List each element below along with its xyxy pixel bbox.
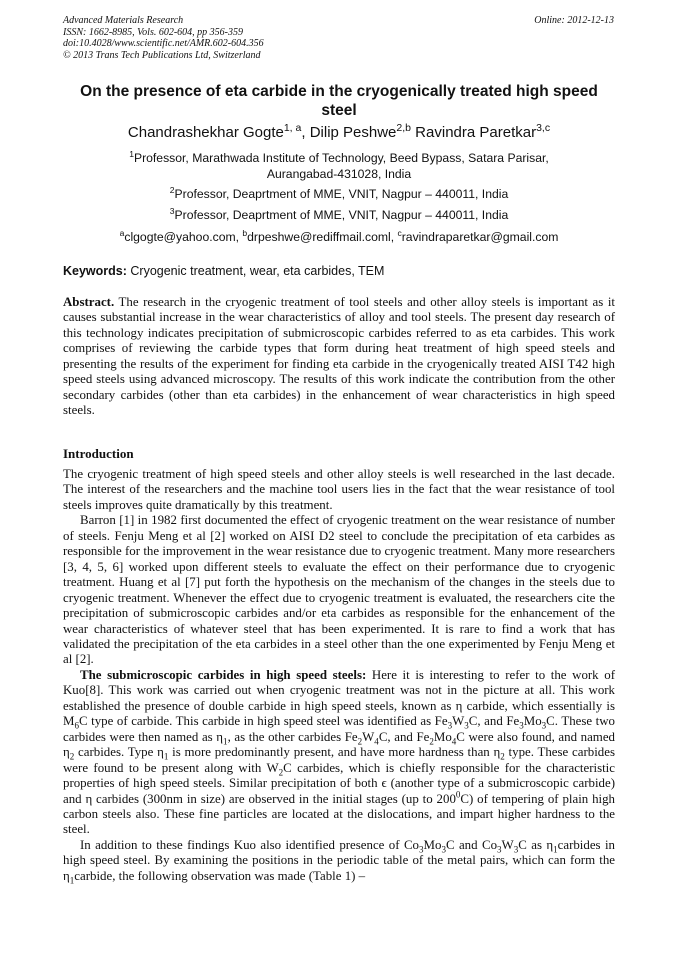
p3-text: Mo [523,714,542,729]
author-1-sup: 1, a [283,122,302,134]
email-1: clgogte@yahoo.com, [124,230,243,244]
issn-line: ISSN: 1662-8985, Vols. 602-604, pp 356-359 [63,26,243,38]
sub-1: 1 [69,875,75,886]
sub-2: 2 [500,751,505,762]
sub-4: 4 [374,736,379,747]
intro-paragraph-2: Barron [1] in 1982 first documented the effect of cryogenic treatment on the wear resistance of number of steels. Fenju Meng et al [2] worked on AISI D2 steel to conclude the precipitation of eta carbides as responsible for the improvement in the wear resistance due to cryogenic treatment. Many more researchers [3, 4, 5, 6] worked upon different steels to evaluate the effect on their performance due to cryogenic treatment. Huang et al [7] put forth the hypothesis on the mechanism of the changes in the steels due to cryogenic treatment. Whenever the effect due to cryogenic treatment is evaluated, the researchers cite the precipitation of submicroscopic carbides and/or eta carbides as responsible for the enhancement of the wear characteristics of whatever steel that has been experimented. It is rare to find a work that has validated the precipitation of the eta carbides in a steel other than the one experimented by Fenju Meng et al [2]. [63,513,615,667]
p3-text: C were also found, and named η [63,729,615,760]
sub-1: 1 [163,751,169,762]
p3-text: C. These two carbides were then named as η [63,714,615,744]
email-c-sup: c [397,227,402,238]
p4-text: C and Co [445,837,498,852]
keywords-label: Keywords: [63,264,127,278]
intro-paragraph-1: The cryogenic treatment of high speed steels and other alloy steels is well researched in the last decade. The interest of the researchers and the machine tool users lies in the fact that the wear resistance of tool steels improves quite dramatically by this treatment. [63,467,615,512]
sub-3: 3 [419,844,424,855]
sub-3: 3 [519,720,524,731]
sub-3: 3 [541,720,547,731]
sub-3: 3 [513,844,519,855]
section-heading-introduction: Introduction [63,446,134,461]
p4-text: C as η [518,837,554,852]
author-1: Chandrashekhar Gogte [127,124,284,141]
affiliation-2 [63,186,615,202]
p3-bold-lead: The submicroscopic carbides in high speed steels: [80,667,367,682]
p3-text: type. These carbides were found to be present along with W [63,745,615,775]
sub-3: 3 [464,720,469,731]
author-3: Ravindra Paretkar [411,124,537,141]
sub-1: 1 [553,844,558,855]
copyright-line: © 2013 Trans Tech Publications Ltd, Switzerland [63,49,261,61]
p3-text: C, and Fe [378,729,430,744]
title-line-1: On the presence of eta carbide in the cryogenically treated high speed [80,83,598,100]
p4-text: carbides in high speed steel. By examining the positions in the periodic table of the metal pairs, which can form the η [63,837,615,883]
author-3-sup: 3,c [536,122,551,134]
p3-text: C) of tempering of plain high carbon steels also. These fine particles are located at the dislocations, and impart higher hardness to the steel. [63,791,615,837]
sub-1: 1 [223,736,228,747]
p4-text: W [501,837,514,852]
author-2: , Dilip Peshwe [301,124,397,141]
online-date: Online: 2012-12-13 [534,15,614,26]
affiliation-3 [63,207,615,223]
sub-2: 2 [278,767,284,778]
affiliation-1 [63,150,615,182]
sub-6: 6 [74,720,79,731]
intro-body [63,467,615,884]
sub-2: 2 [357,736,363,747]
aff-2-num: 2 [169,184,175,195]
intro-paragraph-4 [63,838,615,884]
aff-1-line-2: Aurangabad-431028, India [266,167,412,181]
email-b-sup: b [242,227,248,238]
p4-text: carbide, the following observation was made (Table 1) – [74,868,366,883]
abstract [63,295,615,419]
email-list [63,229,615,245]
abstract-label: Abstract. [63,295,115,309]
aff-3-num: 3 [169,205,175,216]
p3-text: is more predominantly present, and have more hardness than η [168,745,501,760]
author-2-sup: 2,b [396,122,412,134]
p3-text: C carbides, which is chiefly responsible for the characteristic properties of high speed steels. Similar precipitation of both ϵ (another type of a submicroscopic carbide) and η carbides (300nm in size) are observed in the initial stages (up to 200 [63,760,615,806]
p3-text: Here it is interesting to refer to the work of Kuo[8]. This work was carried out when cryogenic treatment was not in the picture at all. This work established the presence of double carbide in high speed steels, known as η carbide, which essentially is M [63,667,615,729]
sub-2: 2 [429,736,434,747]
sub-2: 2 [69,751,75,762]
p3-text: , as the other carbides Fe [227,729,358,744]
journal-name: Advanced Materials Research [63,15,184,26]
journal-header [63,15,264,61]
sup-0: 0 [455,789,461,800]
email-3: ravindraparetkar@gmail.com [401,230,559,244]
intro-paragraph-3 [63,668,615,838]
p3-text: Mo [433,729,452,744]
p3-text: W [362,729,375,744]
p4-text: Mo [423,837,442,852]
p3-text: W [452,714,465,729]
sub-3: 3 [447,720,453,731]
aff-1-line-1: Professor, Marathwada Institute of Technology, Beed Bypass, Satara Parisar, [133,151,549,165]
aff-1-num: 1 [129,148,134,159]
email-a-sup: a [119,227,125,238]
email-2: drpeshwe@rediffmail.coml, [247,230,398,244]
keywords-text: Cryogenic treatment, wear, eta carbides, TEM [126,264,385,278]
abstract-text: The research in the cryogenic treatment of tool steels and other alloy steels is important as it causes substantial increase in the wear characteristics of alloy and tool steels. The present day research of this technology indicates precipitation of submicroscopic carbides referred to as eta carbides. This work comprises of reviewing the carbide types that form during heat treatment of high speed steels and presenting the results of the experiment for finding eta carbide in the cryogenically treated AISI T42 high speed steels using advanced microscopy. The results of this work indicate the contribution from the other secondary carbides (other than eta carbides) in the enhancement of wear characteristics in high speed steels. [63,295,615,418]
author-list [63,124,615,141]
sub-3: 3 [497,844,502,855]
p4-text: In addition to these findings Kuo also identified presence of Co [80,837,419,852]
p3-text: C, and Fe [468,714,520,729]
p3-text: carbides. Type η [74,745,164,760]
title-line-2: steel [321,102,357,119]
keywords [63,264,384,278]
sub-4: 4 [451,736,457,747]
aff-2-text: Professor, Deaprtment of MME, VNIT, Nagpur – 440011, India [174,187,509,201]
p3-text: C type of carbide. This carbide in high speed steel was identified as Fe [78,714,448,729]
doi-line: doi:10.4028/www.scientific.net/AMR.602-604.356 [63,38,264,49]
paper-title [63,82,615,120]
aff-3-text: Professor, Deaprtment of MME, VNIT, Nagpur – 440011, India [174,208,509,222]
sub-3: 3 [441,844,446,855]
